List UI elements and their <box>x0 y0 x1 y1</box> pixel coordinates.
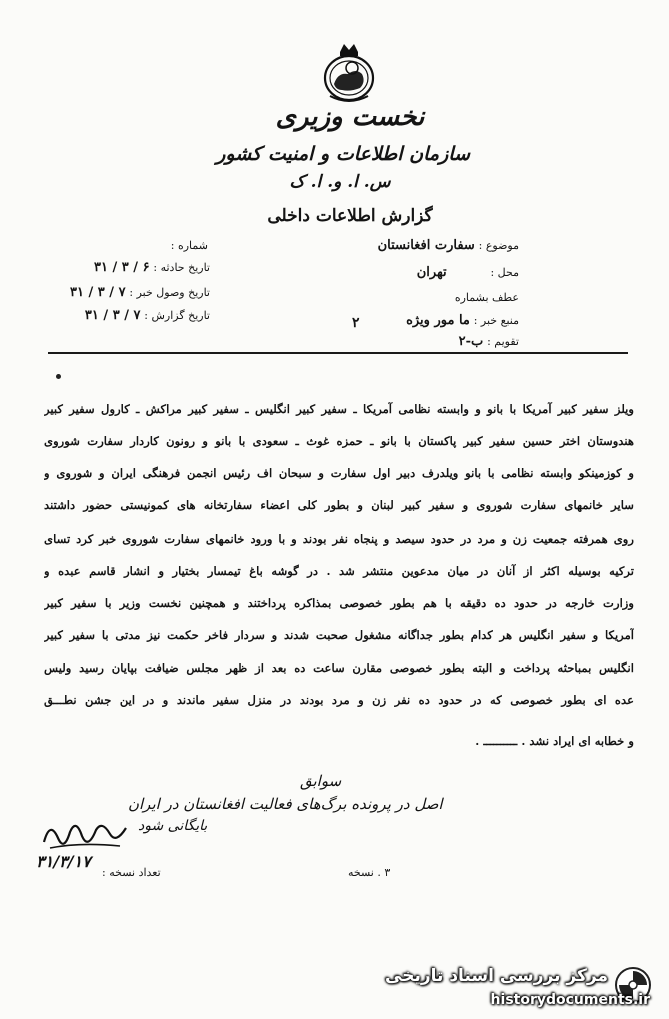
report-date-value: ۷ / ۳ / ۳۱ <box>84 308 141 323</box>
body-line: آمریکا و سفیر انگلیس هر کدام بطور جداگانه مشغول صحبت شدند و سردار فاخر حکمت نیز مدتی با سفیر کبیر <box>44 628 634 642</box>
event-date-label: تاریخ حادثه : <box>153 261 210 274</box>
body-bullet <box>56 374 61 379</box>
body-line: و کوزمینکو وابسته نظامی با بانو ویلدرف دبیر اول سفارت و سبحان اف رئیس انجمن فرهنگی ایران و شوروی و <box>44 466 634 480</box>
report-date-label: تاریخ گزارش : <box>144 309 210 322</box>
handwritten-file-number: ۳۱/۳/۱۷ <box>36 852 91 871</box>
watermark-title: مرکز بررسی اسناد تاریخی <box>385 966 608 986</box>
event-date-row <box>60 260 210 275</box>
watermark-url: historydocuments.ir <box>490 992 650 1008</box>
place-label: محل : <box>490 266 519 279</box>
place-row <box>417 265 519 280</box>
event-date-value: ۶ / ۳ / ۳۱ <box>94 260 150 275</box>
body-line: ترکیه بوسیله اکثر از آنان در میان مدعوین منتشر شد . در گوشه باغ تیمسار بختیار و انشار قاسم عبده و <box>44 564 634 578</box>
receipt-date-row <box>40 285 210 300</box>
source-value: ما مور ویژه <box>406 313 470 328</box>
signature-scribble-icon <box>40 812 130 856</box>
center-mark: ۲ <box>352 315 360 331</box>
report-type: گزارش اطلاعات داخلی <box>267 206 433 226</box>
subject-row <box>378 238 519 253</box>
handwritten-note-line1: سوابق <box>300 772 342 790</box>
subject-label: موضوع : <box>478 239 519 252</box>
header-divider <box>48 352 628 354</box>
receipt-date-label: تاریخ وصول خبر : <box>129 286 210 299</box>
body-line: عده ای بطور خصوصی که در حدود ده نفر زن و مرد بودند در منزل سفیر ماندند و در این جشن نطـــق <box>44 693 634 707</box>
evaluation-value: ب-۲ <box>458 334 484 349</box>
handwritten-note-line2: اصل در پرونده برگ‌های فعالیت افغانستان در ایران <box>128 795 443 813</box>
organization-code: س. ا. و. ا. ک <box>289 172 391 192</box>
reference-row <box>455 290 519 304</box>
body-line: انگلیس بمباحثه پرداخت و البته بطور خصوصی مقارن ساعت ده بعد از ظهر مجلس ضیافت بپایان رسید ولیس <box>44 661 634 675</box>
source-row <box>406 313 519 328</box>
source-label: منبع خبر : <box>473 314 519 327</box>
handwritten-note-line3: بایگانی شود <box>138 818 208 834</box>
evaluation-row <box>459 334 519 349</box>
ministry-title: نخست وزیری <box>275 102 425 132</box>
organization-name: سازمان اطلاعات و امنیت کشور <box>216 143 470 165</box>
body-line: هندوستان اختر حسین سفیر کبیر پاکستان با بانو ـ حمزه غوث ـ سعودی با بانو و رونون کاردار سفارت شوروی <box>44 434 634 448</box>
body-line: روی همرفته جمعیت زن و مرد در حدود سیصد و پنجاه نفر بودند و با ورود خانمهای سفارت شوروی خبر کرد تسای <box>44 532 634 546</box>
subject-value: سفارت افغانستان <box>377 238 475 253</box>
copies-label: ۳ . نسخه <box>348 866 391 879</box>
body-line: ویلز سفیر کبیر آمریکا با بانو و وابسته نظامی آمریکا ـ سفیر کبیر انگلیس ـ سفیر کبیر مراکش ـ کارول سفیر کبیر <box>44 402 634 416</box>
body-line: و خطابه ای ایراد نشد . ــــــــــ . <box>475 734 634 748</box>
number-row <box>68 238 208 252</box>
body-line: وزارت خارجه در حدود ده دقیقه با هم بطور خصوصی بمذاکره پرداختند و همچنین نخست وزیر با سفیر کبیر <box>44 596 634 610</box>
place-value: تهران <box>416 265 447 280</box>
lion-and-sun-emblem-icon <box>318 38 380 104</box>
evaluation-label: تقویم : <box>487 335 519 348</box>
body-line: سایر خانمهای سفارت شوروی و سفیر کبیر لبنان و بطور کلی اعضاء سفارتخانه های کمونیستی حضور داشتند <box>44 498 634 512</box>
number-label: شماره : <box>170 239 208 252</box>
reference-label: عطف بشماره <box>454 291 519 304</box>
report-date-row <box>50 308 210 323</box>
pages-label: تعداد نسخه : <box>102 866 161 879</box>
archive-watermark <box>376 960 658 1014</box>
receipt-date-value: ۷ / ۳ / ۳۱ <box>70 285 126 300</box>
